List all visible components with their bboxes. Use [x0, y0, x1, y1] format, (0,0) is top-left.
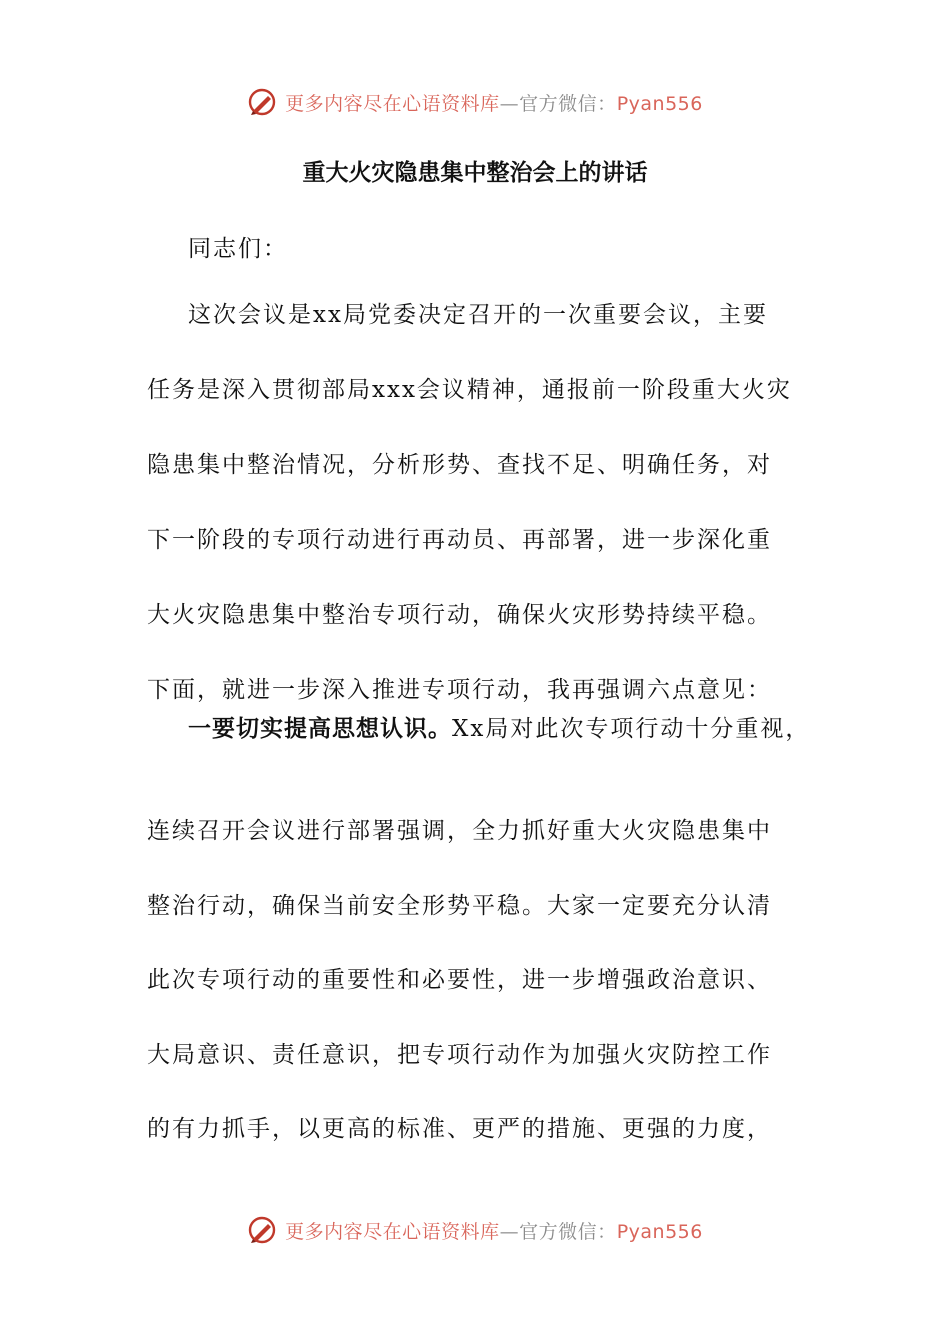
paragraph-line: 下面，就进一步深入推进专项行动，我再强调六点意见： [147, 677, 772, 703]
point-one-text: Xx局对此次专项行动十分重视， [452, 716, 811, 742]
paragraph-line: 连续召开会议进行部署强调，全力抓好重大火灾隐患集中 [147, 818, 772, 844]
watermark-wechat-label: 官方微信： [519, 1220, 617, 1243]
paragraph-line: 任务是深入贯彻部局xxx会议精神，通报前一阶段重大火灾 [147, 377, 792, 403]
header-watermark-banner [0, 82, 950, 122]
watermark-separator: — [499, 1220, 520, 1243]
paragraph-line: 此次专项行动的重要性和必要性，进一步增强政治意识、 [147, 967, 772, 993]
paragraph-line: 这次会议是xx局党委决定召开的一次重要会议，主要 [188, 302, 768, 328]
paragraph-line: 下一阶段的专项行动进行再动员、再部署，进一步深化重 [147, 527, 772, 553]
paragraph-line: 隐患集中整治情况，分析形势、查找不足、明确任务，对 [147, 452, 772, 478]
pen-logo-icon [247, 87, 277, 117]
watermark-wechat-label: 官方微信： [519, 92, 617, 115]
point-one-heading: 一要切实提高思想认识。 [188, 716, 452, 742]
watermark-separator: — [499, 92, 520, 115]
point-one-line [188, 710, 810, 743]
pen-logo-icon [247, 1215, 277, 1245]
paragraph-line: 大火灾隐患集中整治专项行动，确保火灾形势持续平稳。 [147, 602, 772, 628]
document-title: 重大火灾隐患集中整治会上的讲话 [302, 160, 648, 186]
paragraph-line: 的有力抓手，以更高的标准、更严的措施、更强的力度， [147, 1116, 772, 1142]
paragraph-line: 整治行动，确保当前安全形势平稳。大家一定要充分认清 [147, 893, 772, 919]
watermark-text [285, 89, 703, 116]
footer-watermark-banner [0, 1210, 950, 1250]
watermark-main: 更多内容尽在心语资料库 [285, 1220, 500, 1243]
salutation: 同志们： [188, 236, 288, 262]
watermark-wechat-id: Pyan556 [616, 1220, 703, 1243]
paragraph-line: 大局意识、责任意识，把专项行动作为加强火灾防控工作 [147, 1042, 772, 1068]
watermark-main: 更多内容尽在心语资料库 [285, 92, 500, 115]
watermark-text [285, 1217, 703, 1244]
watermark-wechat-id: Pyan556 [616, 92, 703, 115]
